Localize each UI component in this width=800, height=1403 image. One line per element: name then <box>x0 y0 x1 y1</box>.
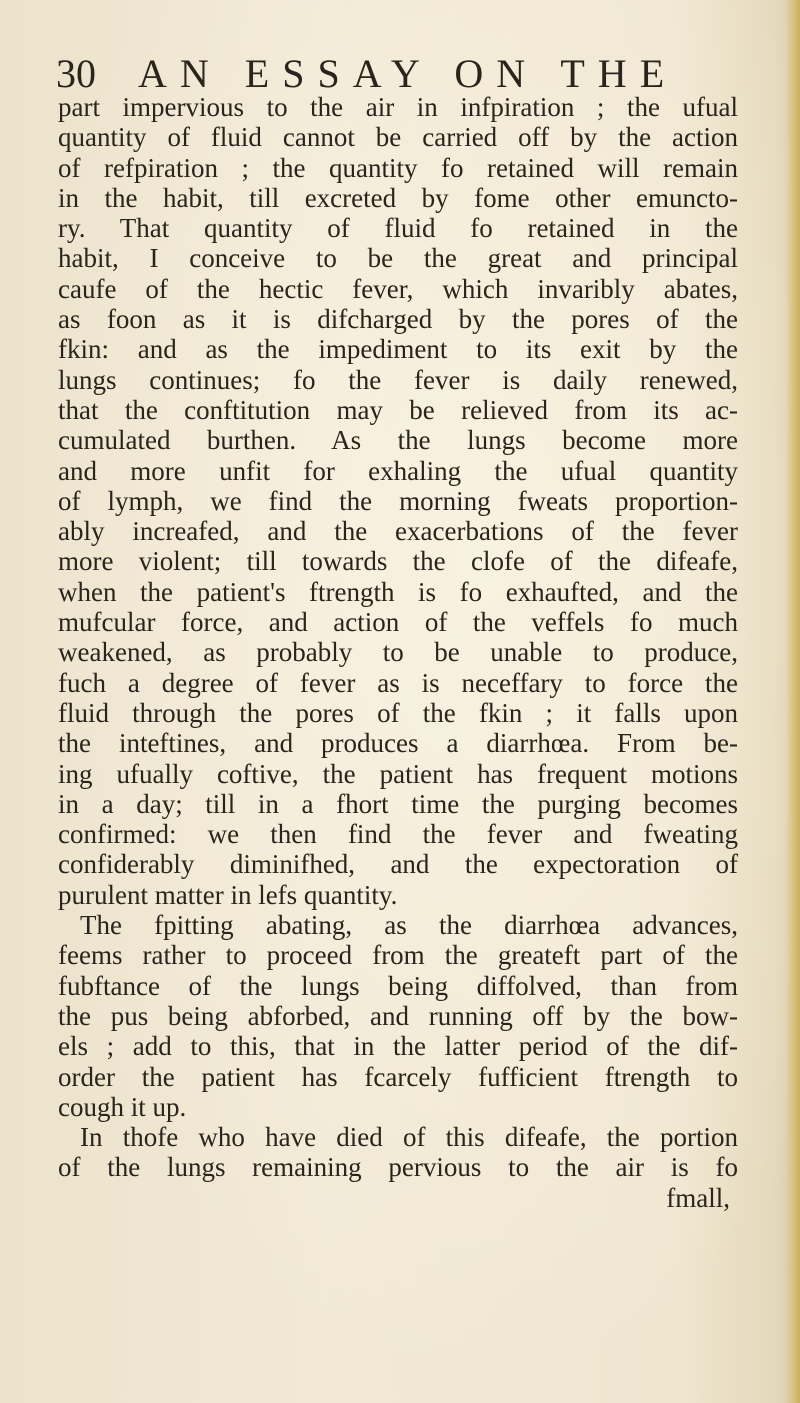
text-line: cumulated burthen. As the lungs become more <box>58 425 738 456</box>
page-number: 30 <box>56 51 96 96</box>
catchword: fmall, <box>666 1182 730 1213</box>
text-line: purulent matter in lefs quantity. <box>58 879 398 910</box>
text-line: order the patient has fcarcely fufficient ftrength to <box>58 1061 738 1092</box>
text-line: more violent; till towards the clofe of the difeafe, <box>58 546 738 577</box>
running-title: AN ESSAY ON THE <box>138 51 678 96</box>
text-line: quantity of fluid cannot be carried off by the action <box>58 122 738 153</box>
text-line: in a day; till in a fhort time the purging becomes <box>58 788 738 819</box>
text-line: confiderably diminifhed, and the expectoration of <box>58 849 738 880</box>
text-line: of lymph, we find the morning fweats proportion- <box>58 485 738 516</box>
text-line: weakened, as probably to be unable to produce, <box>58 637 738 668</box>
text-line: lungs continues; fo the fever is daily renewed, <box>58 364 738 395</box>
text-line: part impervious to the air in infpiration ; the ufual <box>58 92 738 122</box>
text-line: the inteftines, and produces a diarrhœa. From be- <box>58 728 738 759</box>
text-line: fuch a degree of fever as is neceffary to force the <box>58 667 738 698</box>
text-line: and more unfit for exhaling the ufual quantity <box>58 455 738 486</box>
body-text <box>58 92 738 1213</box>
text-line: habit, I conceive to be the great and principal <box>58 243 738 274</box>
text-line: mufcular force, and action of the veffels fo much <box>58 607 738 638</box>
text-line: fluid through the pores of the fkin ; it falls upon <box>58 697 738 728</box>
text-line: feems rather to proceed from the greateft part of the <box>58 940 738 971</box>
text-line: cough it up. <box>58 1091 187 1122</box>
text-line: when the patient's ftrength is fo exhaufted, and the <box>58 576 738 607</box>
page-edge <box>786 0 800 1403</box>
text-line: the pus being abforbed, and running off by the bow- <box>58 1000 738 1031</box>
text-line: fubftance of the lungs being diffolved, than from <box>58 970 738 1001</box>
text-line: confirmed: we then find the fever and fweating <box>58 819 738 850</box>
text-line: caufe of the hectic fever, which invaribly abates, <box>58 273 738 304</box>
text-line: as foon as it is difcharged by the pores of the <box>58 304 738 335</box>
text-line: ably increafed, and the exacerbations of the fever <box>58 516 738 547</box>
text-line: ry. That quantity of fluid fo retained in the <box>58 213 738 244</box>
text-line: els ; add to this, that in the latter period of the dif- <box>58 1031 738 1062</box>
text-line: of the lungs remaining pervious to the air is fo <box>58 1152 738 1183</box>
text-line: In thofe who have died of this difeafe, the portion <box>80 1122 738 1153</box>
text-line: in the habit, till excreted by fome other emuncto- <box>58 182 738 213</box>
text-line: of refpiration ; the quantity fo retained will remain <box>58 152 738 183</box>
text-line: ing ufually coftive, the patient has frequent motions <box>58 758 738 789</box>
text-line: that the conftitution may be relieved from its ac- <box>58 394 738 425</box>
text-line: fkin: and as the impediment to its exit by the <box>58 334 738 365</box>
text-line: The fpitting abating, as the diarrhœa advances, <box>80 910 738 941</box>
